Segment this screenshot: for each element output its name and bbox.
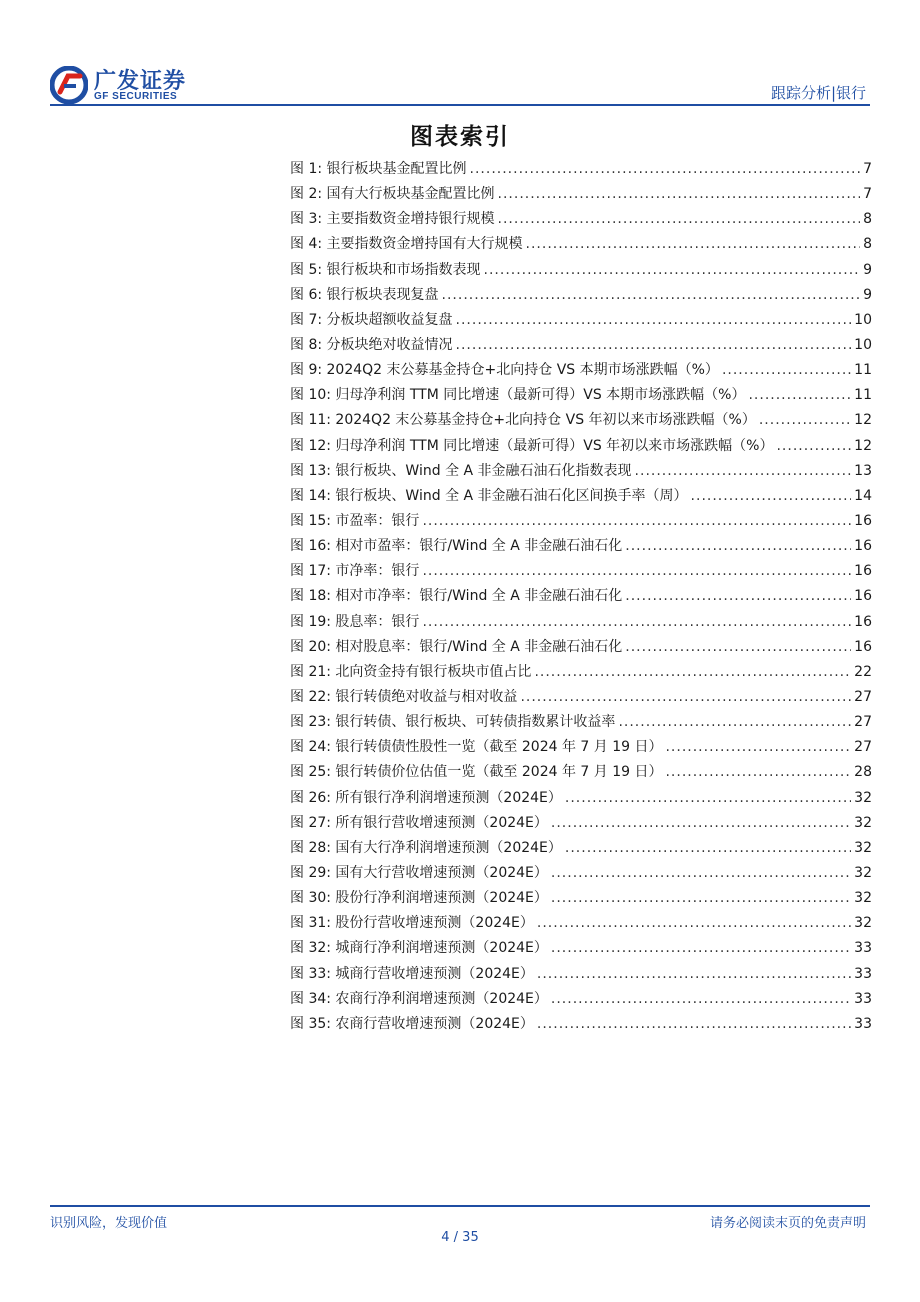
toc-entry-label: 图 4: 主要指数资金增持国有大行规模 — [290, 236, 523, 253]
toc-entry-page: 27 — [854, 688, 872, 705]
toc-entry-page: 14 — [854, 487, 872, 504]
toc-entry[interactable] — [290, 409, 872, 434]
toc-entry-label: 图 16: 相对市盈率：银行/Wind 全 A 非金融石油石化 — [290, 538, 623, 555]
toc-leader-dots — [759, 412, 851, 428]
toc-entry-label: 图 25: 银行转债价位估值一览（截至 2024 年 7 月 19 日） — [290, 764, 663, 781]
toc-entry-label: 图 27: 所有银行营收增速预测（2024E） — [290, 814, 548, 831]
toc-entry[interactable] — [290, 183, 872, 208]
toc-entry-page: 16 — [854, 512, 872, 529]
toc-entry-label: 图 15: 市盈率：银行 — [290, 512, 420, 529]
toc-leader-dots — [665, 739, 851, 755]
toc-entry-page: 16 — [854, 638, 872, 655]
toc-entry-label: 图 17: 市净率：银行 — [290, 563, 420, 580]
toc-entry[interactable] — [290, 384, 872, 409]
toc-entry-page: 32 — [854, 814, 872, 831]
toc-entry[interactable] — [290, 535, 872, 560]
toc-entry[interactable] — [290, 158, 872, 183]
toc-entry-page: 28 — [854, 764, 872, 781]
toc-leader-dots — [625, 588, 851, 604]
toc-entry-label: 图 34: 农商行净利润增速预测（2024E） — [290, 990, 548, 1007]
toc-entry[interactable] — [290, 233, 872, 258]
toc-entry-page: 33 — [854, 990, 872, 1007]
toc-entry-page: 32 — [854, 864, 872, 881]
toc-entry[interactable] — [290, 334, 872, 359]
toc-entry[interactable] — [290, 661, 872, 686]
toc-leader-dots — [565, 790, 851, 806]
toc-leader-dots — [551, 940, 851, 956]
toc-leader-dots — [618, 714, 851, 730]
toc-entry-page: 32 — [854, 915, 872, 932]
toc-entry-label: 图 8: 分板块绝对收益情况 — [290, 336, 453, 353]
toc-leader-dots — [551, 865, 851, 881]
toc-entry-page: 33 — [854, 1015, 872, 1032]
toc-leader-dots — [551, 815, 851, 831]
toc-entry[interactable] — [290, 284, 872, 309]
toc-leader-dots — [498, 186, 861, 202]
toc-entry-label: 图 2: 国有大行板块基金配置比例 — [290, 186, 495, 203]
toc-entry[interactable] — [290, 510, 872, 535]
toc-entry-label: 图 14: 银行板块、Wind 全 A 非金融石油石化区间换手率（周） — [290, 487, 688, 504]
toc-leader-dots — [537, 1016, 851, 1032]
toc-entry-label: 图 6: 银行板块表现复盘 — [290, 286, 439, 303]
toc-leader-dots — [537, 915, 851, 931]
toc-entry-label: 图 11: 2024Q2 末公募基金持仓+北向持仓 VS 年初以来市场涨跌幅（%） — [290, 412, 756, 429]
toc-leader-dots — [498, 211, 861, 227]
toc-leader-dots — [551, 890, 851, 906]
toc-entry-label: 图 21: 北向资金持有银行板块市值占比 — [290, 663, 532, 680]
toc-entry-page: 32 — [854, 789, 872, 806]
toc-entry-label: 图 35: 农商行营收增速预测（2024E） — [290, 1015, 534, 1032]
toc-entry-label: 图 32: 城商行净利润增速预测（2024E） — [290, 940, 548, 957]
toc-entry[interactable] — [290, 585, 872, 610]
toc-leader-dots — [422, 614, 851, 630]
toc-entry-page: 12 — [854, 412, 872, 429]
toc-entry-page: 9 — [863, 286, 872, 303]
toc-entry-label: 图 26: 所有银行净利润增速预测（2024E） — [290, 789, 562, 806]
toc-entry-page: 10 — [854, 311, 872, 328]
toc-entry-label: 图 28: 国有大行净利润增速预测（2024E） — [290, 839, 562, 856]
toc-leader-dots — [526, 236, 861, 252]
toc-entry-page: 12 — [854, 437, 872, 454]
toc-entry[interactable] — [290, 937, 872, 962]
toc-leader-dots — [484, 262, 861, 278]
toc-entry-label: 图 7: 分板块超额收益复盘 — [290, 311, 453, 328]
toc-entry-page: 8 — [863, 236, 872, 253]
toc-entry-page: 11 — [854, 387, 872, 404]
toc-entry-label: 图 33: 城商行营收增速预测（2024E） — [290, 965, 534, 982]
toc-entry-page: 33 — [854, 940, 872, 957]
toc-leader-dots — [722, 362, 851, 378]
toc-leader-dots — [422, 513, 851, 529]
toc-entry[interactable] — [290, 611, 872, 636]
toc-entry[interactable] — [290, 309, 872, 334]
toc-leader-dots — [551, 991, 851, 1007]
toc-leader-dots — [625, 639, 851, 655]
toc-entry[interactable] — [290, 988, 872, 1013]
toc-entry[interactable] — [290, 435, 872, 460]
toc-entry-label: 图 20: 相对股息率：银行/Wind 全 A 非金融石油石化 — [290, 638, 623, 655]
toc-entry-page: 22 — [854, 663, 872, 680]
toc-leader-dots — [776, 438, 851, 454]
toc-leader-dots — [456, 312, 852, 328]
company-logo — [50, 64, 200, 104]
toc-leader-dots — [691, 488, 852, 504]
page-title: 图表索引 — [410, 123, 510, 150]
toc-entry-label: 图 12: 归母净利润 TTM 同比增速（最新可得）VS 年初以来市场涨跌幅（%） — [290, 437, 774, 454]
toc-entry[interactable] — [290, 736, 872, 761]
toc-entry-page: 10 — [854, 336, 872, 353]
gf-logo-icon — [50, 66, 88, 104]
toc-entry-label: 图 23: 银行转债、银行板块、可转债指数累计收益率 — [290, 714, 616, 731]
toc-entry[interactable] — [290, 1013, 872, 1038]
toc-entry[interactable] — [290, 208, 872, 233]
toc-entry[interactable] — [290, 963, 872, 988]
toc-entry[interactable] — [290, 460, 872, 485]
toc-entry-page: 32 — [854, 839, 872, 856]
toc-entry[interactable] — [290, 359, 872, 384]
toc-entry[interactable] — [290, 912, 872, 937]
toc-entry[interactable] — [290, 812, 872, 837]
toc-entry-label: 图 30: 股份行净利润增速预测（2024E） — [290, 890, 548, 907]
toc-entry[interactable] — [290, 837, 872, 862]
page-number: 4 / 35 — [441, 1230, 479, 1245]
toc-entry-label: 图 13: 银行板块、Wind 全 A 非金融石油石化指数表现 — [290, 462, 632, 479]
footer-divider — [50, 1205, 870, 1207]
toc-entry-page: 33 — [854, 965, 872, 982]
toc-leader-dots — [537, 966, 851, 982]
toc-entry-page: 7 — [863, 186, 872, 203]
toc-entry-page: 13 — [854, 462, 872, 479]
toc-entry-page: 16 — [854, 588, 872, 605]
toc-leader-dots — [625, 538, 851, 554]
toc-entry-label: 图 10: 归母净利润 TTM 同比增速（最新可得）VS 本期市场涨跌幅（%） — [290, 387, 746, 404]
toc-leader-dots — [442, 287, 861, 303]
toc-entry-page: 11 — [854, 362, 872, 379]
toc-entry-label: 图 19: 股息率：银行 — [290, 613, 420, 630]
toc-entry-label: 图 9: 2024Q2 末公募基金持仓+北向持仓 VS 本期市场涨跌幅（%） — [290, 362, 719, 379]
brand-name-cn: 广发证券 — [94, 69, 187, 94]
toc-entry-label: 图 29: 国有大行营收增速预测（2024E） — [290, 864, 548, 881]
toc-entry-page: 32 — [854, 890, 872, 907]
toc-entry-page: 16 — [854, 613, 872, 630]
toc-entry-page: 9 — [863, 261, 872, 278]
toc-entry-label: 图 31: 股份行营收增速预测（2024E） — [290, 915, 534, 932]
figure-index-list — [290, 158, 872, 1038]
toc-entry-page: 8 — [863, 211, 872, 228]
toc-leader-dots — [456, 337, 852, 353]
toc-entry-label: 图 24: 银行转债债性股性一览（截至 2024 年 7 月 19 日） — [290, 739, 663, 756]
toc-leader-dots — [520, 689, 851, 705]
toc-entry[interactable] — [290, 686, 872, 711]
toc-leader-dots — [665, 764, 851, 780]
toc-leader-dots — [565, 840, 851, 856]
toc-leader-dots — [635, 463, 852, 479]
footer-disclaimer: 请务必阅读末页的免责声明 — [709, 1216, 866, 1231]
toc-entry[interactable] — [290, 259, 872, 284]
toc-entry-page: 7 — [863, 161, 872, 177]
toc-entry-page: 16 — [854, 563, 872, 580]
header-divider — [50, 104, 870, 106]
toc-leader-dots — [748, 387, 851, 403]
toc-entry[interactable] — [290, 862, 872, 887]
toc-entry[interactable] — [290, 787, 872, 812]
report-section: 跟踪分析|银行 — [770, 84, 866, 102]
toc-entry-page: 27 — [854, 739, 872, 756]
toc-entry-label: 图 22: 银行转债绝对收益与相对收益 — [290, 688, 518, 705]
brand-name-en: GF SECURITIES — [94, 91, 178, 102]
toc-leader-dots — [534, 664, 851, 680]
footer-slogan: 识别风险，发现价值 — [50, 1216, 168, 1231]
toc-entry-label: 图 3: 主要指数资金增持银行规模 — [290, 211, 495, 228]
toc-entry[interactable] — [290, 887, 872, 912]
toc-entry[interactable] — [290, 560, 872, 585]
toc-entry[interactable] — [290, 485, 872, 510]
toc-leader-dots — [422, 563, 851, 579]
toc-entry-page: 16 — [854, 538, 872, 555]
toc-entry-label: 图 18: 相对市净率：银行/Wind 全 A 非金融石油石化 — [290, 588, 623, 605]
toc-entry-page: 27 — [854, 714, 872, 731]
toc-entry-label: 图 5: 银行板块和市场指数表现 — [290, 261, 481, 278]
toc-entry[interactable] — [290, 636, 872, 661]
toc-leader-dots — [470, 161, 861, 177]
toc-entry[interactable] — [290, 761, 872, 786]
toc-entry[interactable] — [290, 711, 872, 736]
toc-entry-label: 图 1: 银行板块基金配置比例 — [290, 161, 467, 177]
